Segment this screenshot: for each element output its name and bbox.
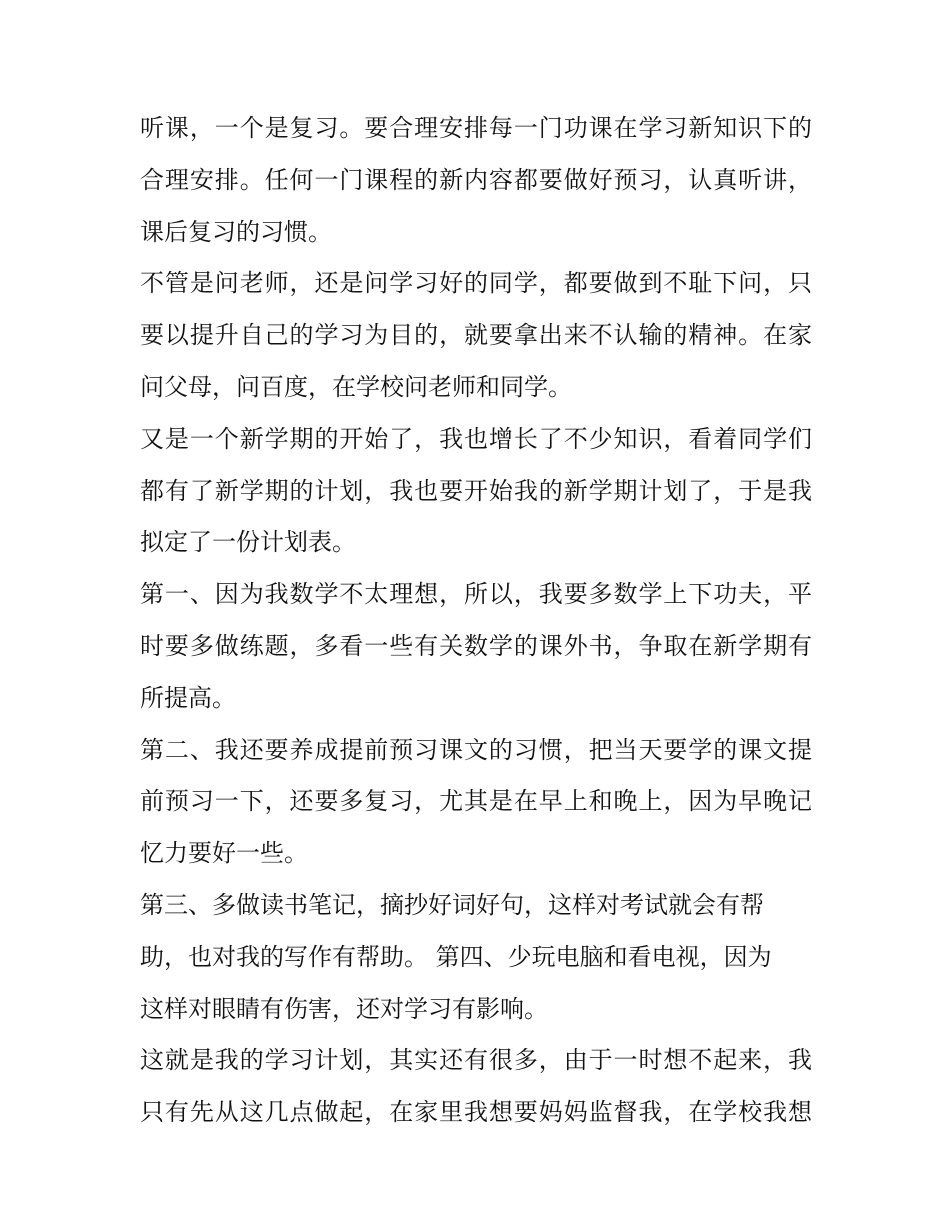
text-line: 时要多做练题，多看一些有关数学的课外书，争取在新学期有 <box>140 631 812 660</box>
text-line: 第二、我还要养成提前预习课文的习惯，把当天要学的课文提 <box>140 735 812 764</box>
text-line: 问父母，问百度，在学校问老师和同学。 <box>140 372 572 401</box>
text-line: 都有了新学期的计划，我也要开始我的新学期计划了，于是我 <box>140 476 812 505</box>
text-line: 要以提升自己的学习为目的，就要拿出来不认输的精神。在家 <box>140 321 812 350</box>
text-line: 助，也对我的写作有帮助。 第四、少玩电脑和看电视，因为 <box>140 942 772 971</box>
text-line: 课后复习的习惯。 <box>140 217 332 246</box>
text-line: 拟定了一份计划表。 <box>140 528 356 557</box>
text-line: 前预习一下，还要多复习，尤其是在早上和晚上，因为早晚记 <box>140 787 812 816</box>
text-line: 合理安排。任何一门课程的新内容都要做好预习，认真听讲， <box>140 165 812 194</box>
text-line: 第一、因为我数学不太理想，所以，我要多数学上下功夫，平 <box>140 580 812 609</box>
text-line: 只有先从这几点做起，在家里我想要妈妈监督我，在学校我想 <box>140 1098 812 1127</box>
text-line: 忆力要好一些。 <box>140 839 308 868</box>
text-line: 听课，一个是复习。要合理安排每一门功课在学习新知识下的 <box>140 114 812 142</box>
text-line: 所提高。 <box>140 683 236 712</box>
text-line: 这样对眼睛有伤害，还对学习有影响。 <box>140 994 548 1023</box>
document-body <box>140 103 812 1139</box>
text-line: 不管是问老师，还是问学习好的同学，都要做到不耻下问，只 <box>140 269 812 298</box>
text-line: 第三、多做读书笔记，摘抄好词好句，这样对考试就会有帮 <box>140 890 764 919</box>
text-line: 这就是我的学习计划，其实还有很多，由于一时想不起来，我 <box>140 1046 812 1075</box>
text-line: 又是一个新学期的开始了，我也增长了不少知识，看着同学们 <box>140 424 812 453</box>
